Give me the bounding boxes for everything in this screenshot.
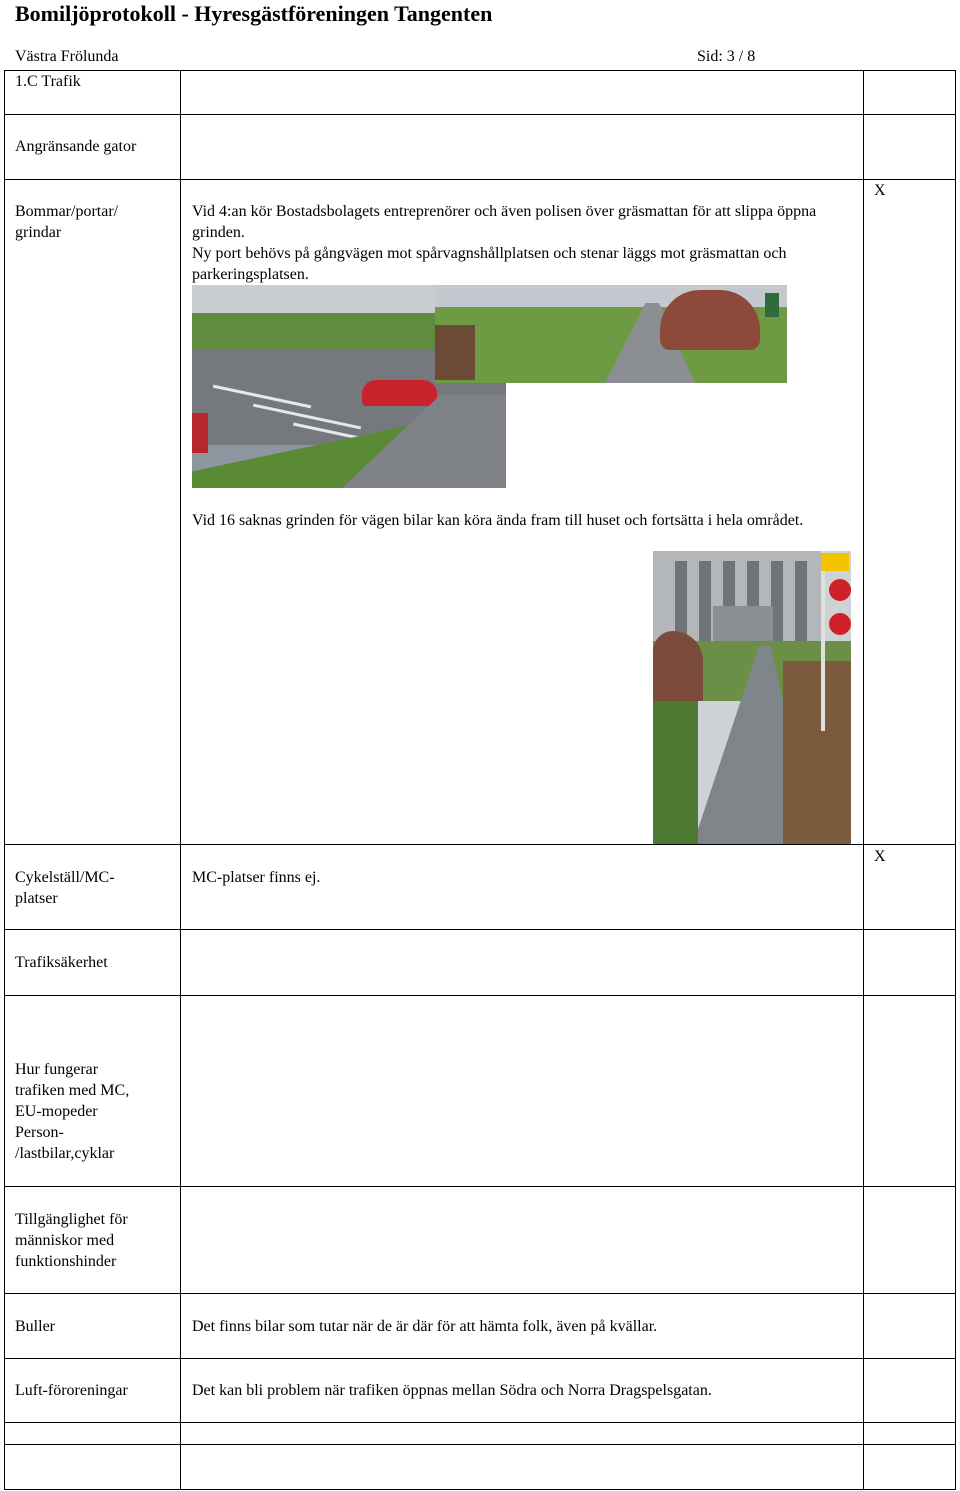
table-border (4, 995, 956, 996)
table-border (4, 844, 956, 845)
gates-label (15, 201, 175, 243)
access-label-line: funktionshinder (15, 1253, 117, 1270)
traffic-label-line: trafiken med MC, (15, 1082, 130, 1099)
gates-label-line: Bommar/portar/ (15, 203, 119, 220)
safety-label: Trafiksäkerhet (15, 954, 108, 971)
page-number: Sid: 3 / 8 (697, 48, 756, 65)
traffic-label-line: Person- (15, 1124, 64, 1141)
table-border (4, 114, 956, 115)
table-border (4, 1293, 956, 1294)
bikes-text: MC-platser finns ej. (192, 869, 321, 886)
bikes-label-line: Cykelställ/MC- (15, 869, 115, 886)
gates-text-1: Vid 4:an kör Bostadsbolagets entreprenörer och även polisen över gräsmattan för att slippa öppna grinden. (192, 203, 817, 241)
bikes-mark: X (874, 848, 886, 865)
table-border (955, 70, 956, 1490)
noise-label: Buller (15, 1318, 55, 1335)
access-label-line: Tillgänglighet för (15, 1211, 128, 1228)
table-border (4, 1444, 956, 1445)
gates-label-line: grindar (15, 224, 62, 241)
table-border (4, 1358, 956, 1359)
building-16-photo (653, 551, 851, 844)
table-border (180, 70, 181, 1490)
table-border (863, 70, 864, 1490)
table-border (4, 929, 956, 930)
traffic-label-line: /lastbilar,cyklar (15, 1145, 115, 1162)
gates-text-2: Ny port behövs på gångvägen mot spårvagnshållplatsen och stenar läggs mot gräsmattan och parkeringsplatsen. (192, 245, 787, 283)
access-label-line: människor med (15, 1232, 115, 1249)
traffic-label-line: EU-mopeder (15, 1103, 98, 1120)
traffic-label (15, 1059, 175, 1164)
table-border (4, 1186, 956, 1187)
gates-mark: X (874, 182, 886, 199)
air-text: Det kan bli problem när trafiken öppnas mellan Södra och Norra Dragspelsgatan. (192, 1382, 712, 1399)
table-border (4, 179, 956, 180)
bikes-label-line: platser (15, 890, 58, 907)
access-label (15, 1209, 175, 1272)
table-border (4, 1422, 956, 1423)
traffic-label-line: Hur fungerar (15, 1061, 99, 1078)
document-title: Bomiljöprotokoll - Hyresgästföreningen Tangenten (15, 1, 493, 26)
bikes-label (15, 867, 175, 909)
section-label: 1.C Trafik (15, 73, 81, 90)
noise-text: Det finns bilar som tutar när de är där för att hämta folk, även på kvällar. (192, 1318, 658, 1335)
air-label: Luft-föroreningar (15, 1382, 128, 1399)
streets-label: Angränsande gator (15, 138, 137, 155)
gates-text-3: Vid 16 saknas grinden för vägen bilar kan köra ända fram till huset och fortsätta i hela området. (192, 512, 804, 529)
footpath-photo (435, 285, 787, 383)
table-border (4, 70, 5, 1490)
location-label: Västra Frölunda (15, 48, 119, 65)
table-border (4, 1489, 956, 1490)
